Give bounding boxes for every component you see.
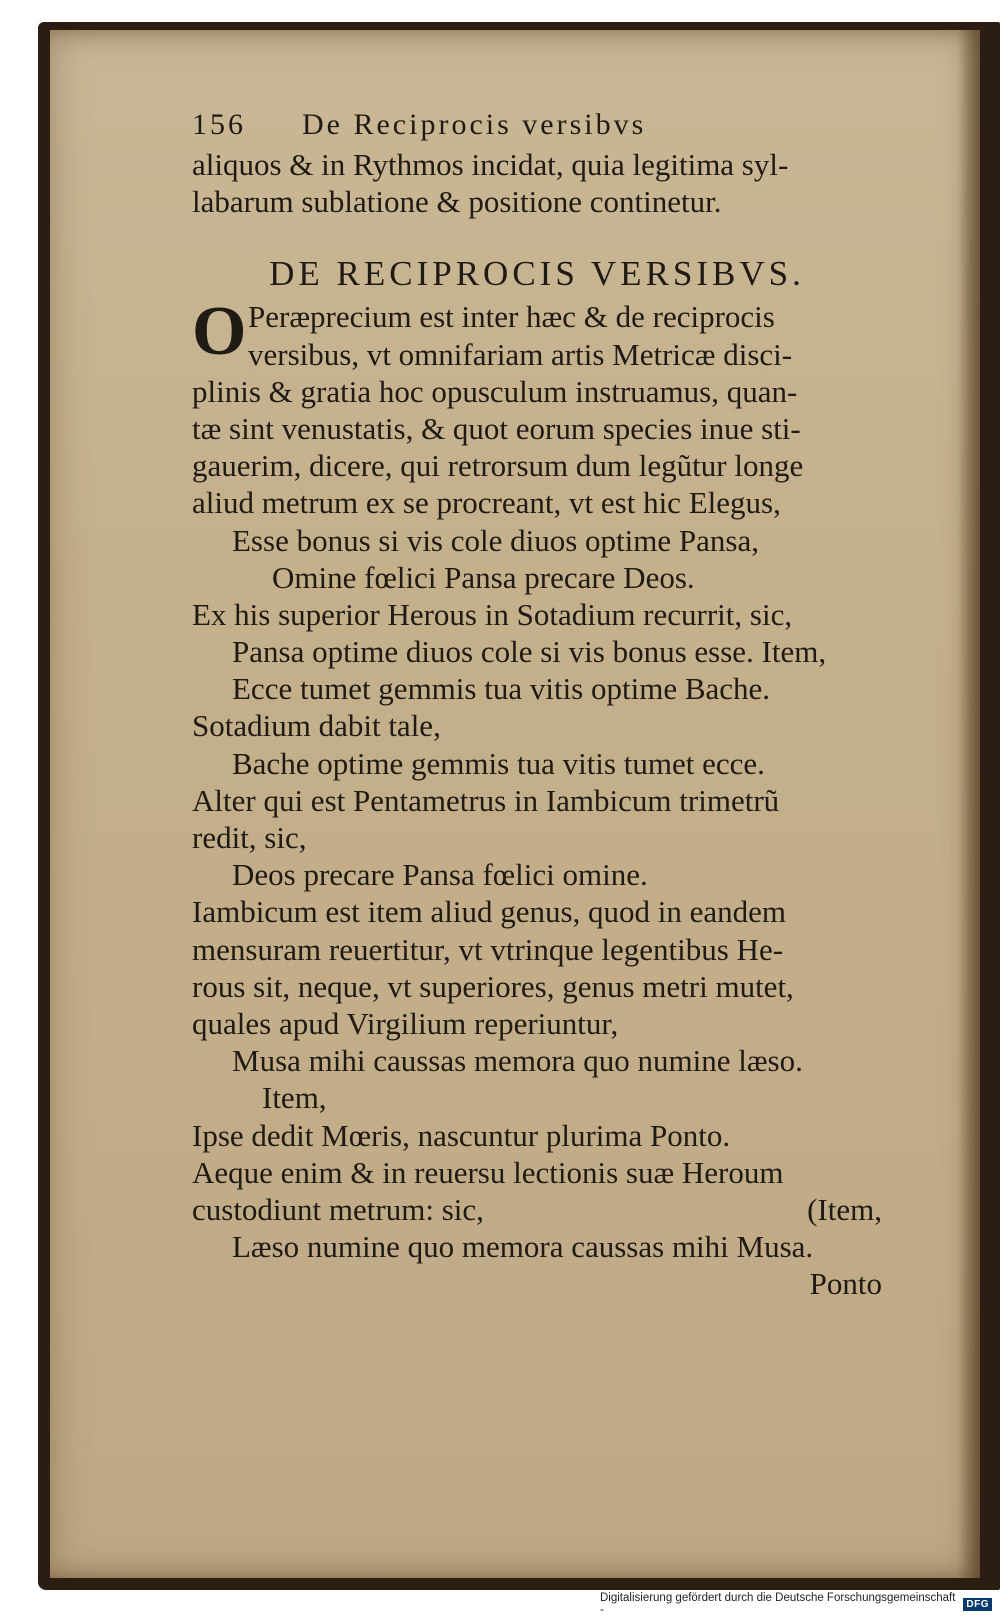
- text-line: rous sit, neque, vt superiores, genus metri mutet,: [192, 968, 794, 1004]
- text-line: aliud metrum ex se procreant, vt est hic Elegus,: [192, 485, 781, 521]
- text-line: versibus, vt omnifariam artis Metricæ disci-: [248, 336, 793, 372]
- text-line: Iambicum est item aliud genus, quod in eandem: [192, 894, 787, 930]
- verse-line: Esse bonus si vis cole diuos optime Pansa,: [232, 522, 759, 558]
- verse-line: Ecce tumet gemmis tua vitis optime Bache.: [232, 671, 771, 707]
- footer-credit: Digitalisierung gefördert durch die Deutsche Forschungsgemeinschaft -: [600, 1592, 956, 1616]
- text-line: Aeque enim & in reuersu lectionis suæ Heroum: [192, 1154, 784, 1190]
- dfg-logo: DFG: [963, 1598, 992, 1611]
- drop-cap: O: [192, 293, 247, 371]
- item-label: Item,: [262, 1080, 327, 1116]
- verse-line: Pansa optime diuos cole si vis bonus esse. Item,: [232, 634, 827, 670]
- text-line-left: custodiunt metrum: sic,: [192, 1191, 484, 1227]
- verse-line: Omine fœlici Pansa precare Deos.: [272, 559, 695, 595]
- text-line: mensuram reuertitur, vt vtrinque legentibus He-: [192, 931, 784, 967]
- text-line-right: (Item,: [807, 1191, 882, 1227]
- page-gutter-shadow: [958, 30, 980, 1578]
- section-title: DE RECIPROCIS VERSIBVS.: [269, 254, 805, 294]
- text-line: Ex his superior Herous in Sotadium recurrit, sic,: [192, 596, 793, 632]
- running-head: [192, 104, 882, 146]
- text-line: plinis & gratia hoc opusculum instruamus, quan-: [192, 373, 798, 409]
- verse-line: Musa mihi caussas memora quo numine læso.: [232, 1043, 803, 1079]
- running-head-title: De Reciprocis versibvs: [302, 108, 647, 141]
- first-paragraph: [192, 293, 882, 521]
- text-line: gauerim, dicere, qui retrorsum dum legũtur longe: [192, 448, 804, 484]
- page-text: [192, 104, 882, 1302]
- digitization-footer: [600, 1594, 1000, 1614]
- verse-line: Læso numine quo memora caussas mihi Musa.: [232, 1229, 814, 1265]
- text-line: labarum sublatione & positione continetur.: [192, 184, 722, 220]
- text-line: Sotadium dabit tale,: [192, 708, 441, 744]
- text-line: redit, sic,: [192, 820, 307, 855]
- page-number: 156: [192, 108, 246, 141]
- verse-line: Bache optime gemmis tua vitis tumet ecce.: [232, 745, 765, 781]
- text-line: aliquos & in Rythmos incidat, quia legitima syl-: [192, 147, 789, 182]
- text-line: tæ sint venustatis, & quot eorum species inue sti-: [192, 410, 801, 446]
- catchword: Ponto: [809, 1266, 882, 1302]
- verse-line: Deos precare Pansa fœlici omine.: [232, 857, 648, 893]
- text-line-split: [192, 1191, 882, 1228]
- text-line: Alter qui est Pentametrus in Iambicum trimetrũ: [192, 782, 780, 818]
- text-line: Peræprecium est inter hæc & de reciprocis: [248, 299, 775, 335]
- text-line: quales apud Virgilium reperiuntur,: [192, 1005, 619, 1041]
- verse-line: Ipse dedit Mœris, nascuntur plurima Ponto.: [192, 1117, 731, 1153]
